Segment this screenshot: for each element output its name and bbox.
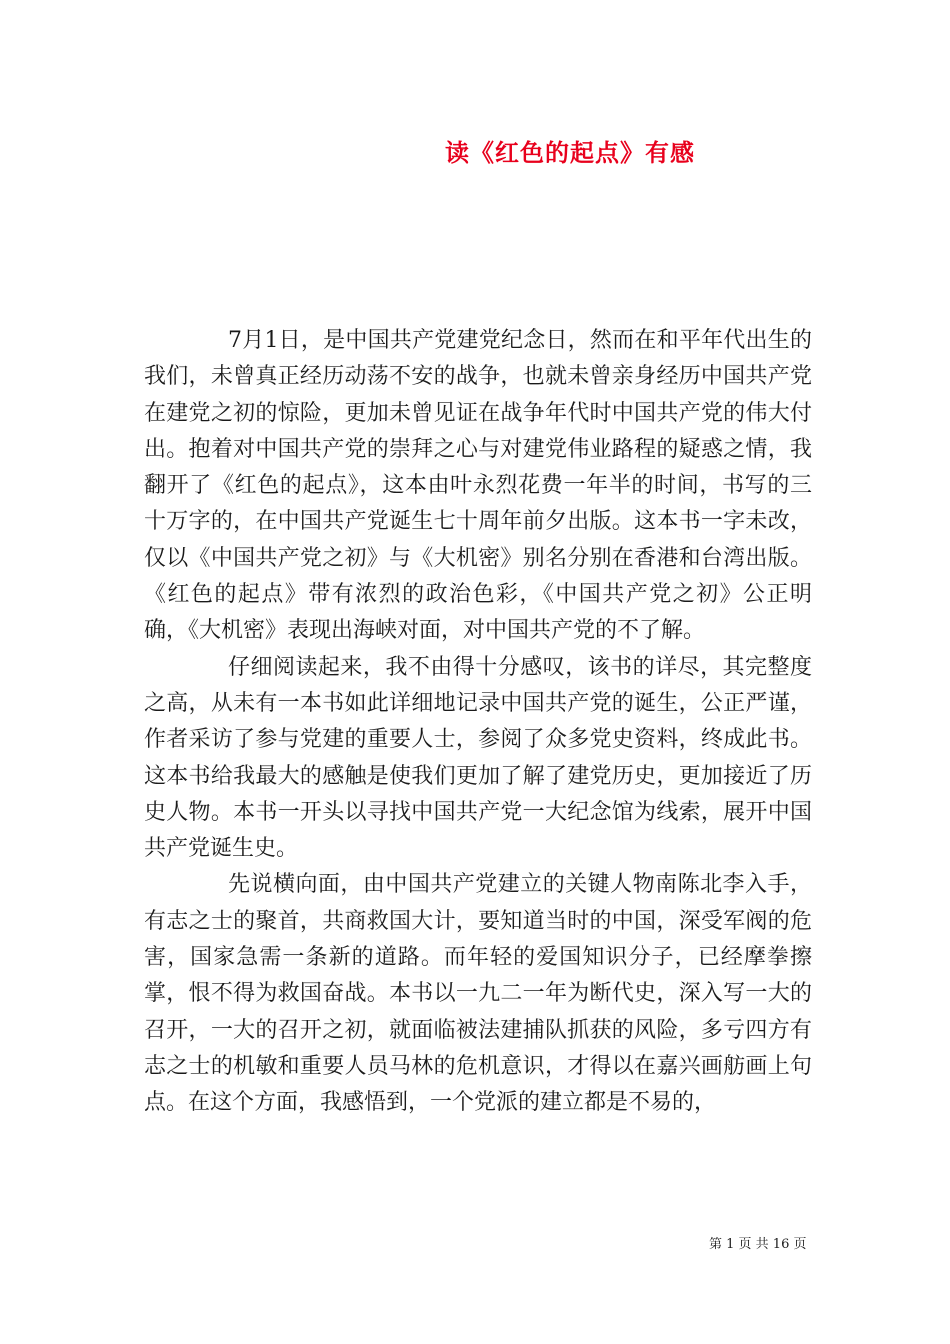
paragraph-1: 7月1日，是中国共产党建党纪念日，然而在和平年代出生的我们，未曾真正经历动荡不安的战争，也就未曾亲身经历中国共产党在建党之初的惊险，更加未曾见证在战争年代时中国共产党的伟大付出。抱着对中国共产党的崇拜之心与对建党伟业路程的疑惑之情，我翻开了《红色的起点》，这本由叶永烈花费一年半的时间，书写的三十万字的，在中国共产党诞生七十周年前夕出版。这本书一字未改，仅以《中国共产党之初》与《大机密》别名分别在香港和台湾出版。《红色的起点》带有浓烈的政治色彩，《中国共产党之初》公正明确，《大机密》表现出海峡对面，对中国共产党的不了解。 [144,328,812,644]
document-title: 读《红色的起点》有感 [445,138,695,167]
document-body [144,323,812,1122]
paragraph-2: 仔细阅读起来，我不由得十分感叹，该书的详尽，其完整度之高，从未有一本书如此详细地记录中国共产党的诞生，公正严谨，作者采访了参与党建的重要人士，参阅了众多党史资料，终成此书。这本书给我最大的感触是使我们更加了解了建党历史，更加接近了历史人物。本书一开头以寻找中国共产党一大纪念馆为线索，展开中国共产党诞生史。 [144,654,812,862]
page-footer: 第 1 页 共 16 页 [709,1237,807,1252]
paragraph-3: 先说横向面，由中国共产党建立的关键人物南陈北李入手，有志之士的聚首，共商救国大计，要知道当时的中国，深受军阀的危害，国家急需一条新的道路。而年轻的爱国知识分子，已经摩拳擦掌，恨不得为救国奋战。本书以一九二一年为断代史，深入写一大的召开，一大的召开之初，就面临被法建捕队抓获的风险，多亏四方有志之士的机敏和重要人员马林的危机意识，才得以在嘉兴画舫画上句点。在这个方面，我感悟到，一个党派的建立都是不易的， [144,872,812,1116]
